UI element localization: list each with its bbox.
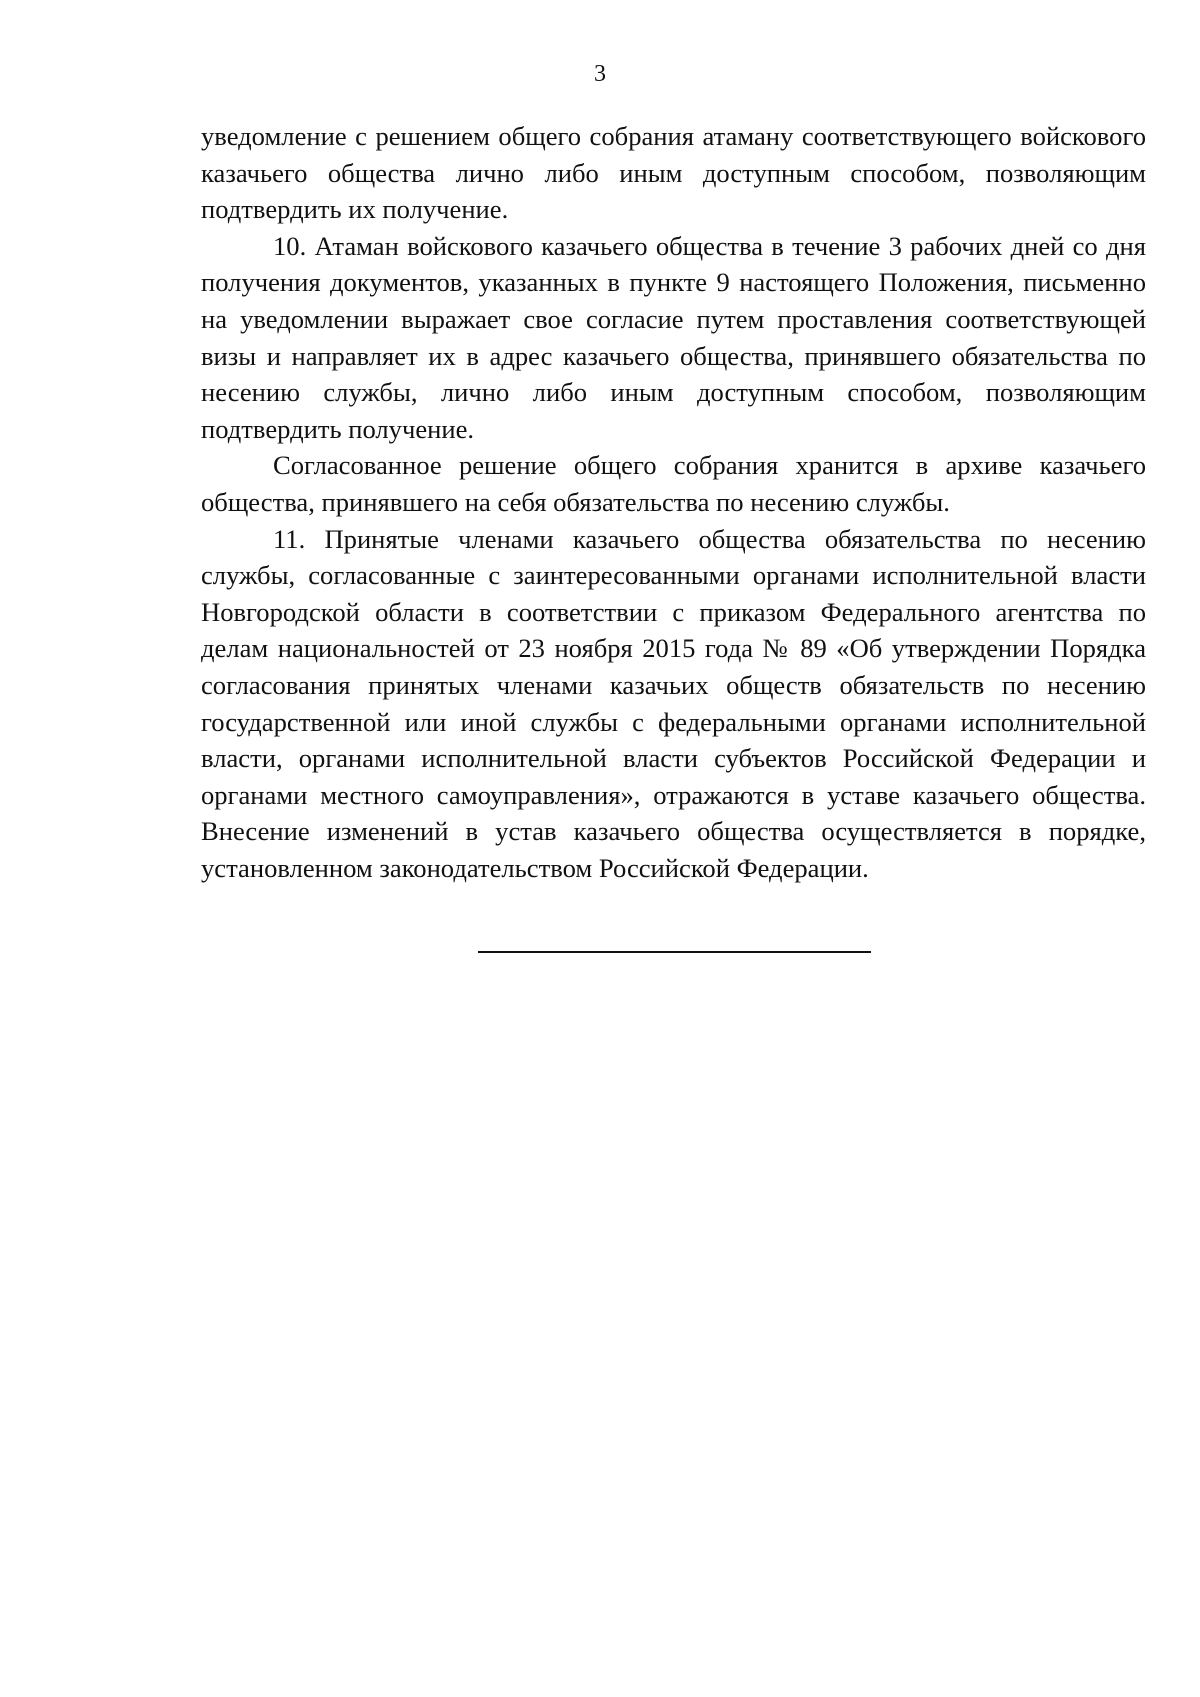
paragraph-item-11: 11. Принятые членами казачьего общества обязательства по несению службы, согласованные с заинтересованными органами исполнительной власти Новгородской области в соответствии с приказом Федерального агентства по делам национальностей от 23 ноября 2015 года № 89 «Об утверждении Порядка согласования принятых членами казачьих обществ обязательств по несению государственной или иной службы с федеральными органами исполнительной власти, органами исполнительной власти субъектов Российской Федерации и органами местного самоуправления», отражаются в уставе казачьего общества. Внесение изменений в устав казачьего общества осуществляется в порядке, установленном законодательством Российской Федерации. [201,523,1146,883]
paragraph-continuation: уведомление с решением общего собрания атаману соответствующего войскового казачьего общества лично либо иным доступным способом, позволяющим подтвердить их получение. [201,121,1146,225]
page-number: 3 [594,61,606,87]
paragraph-item-10: 10. Атаман войскового казачьего общества в течение 3 рабочих дней со дня получения документов, указанных в пункте 9 настоящего Положения, письменно на уведомлении выражает свое согласие путем проставления соответствующей визы и направляет их в адрес казачьего общества, принявшего обязательства по несению службы, лично либо иным доступным способом, позволяющим подтвердить получение. [201,230,1146,444]
paragraph-archive: Согласованное решение общего собрания хранится в архиве казачьего общества, принявшего на себя обязательства по несению службы. [201,450,1146,517]
end-divider-line [478,951,871,953]
document-body [201,118,1146,886]
